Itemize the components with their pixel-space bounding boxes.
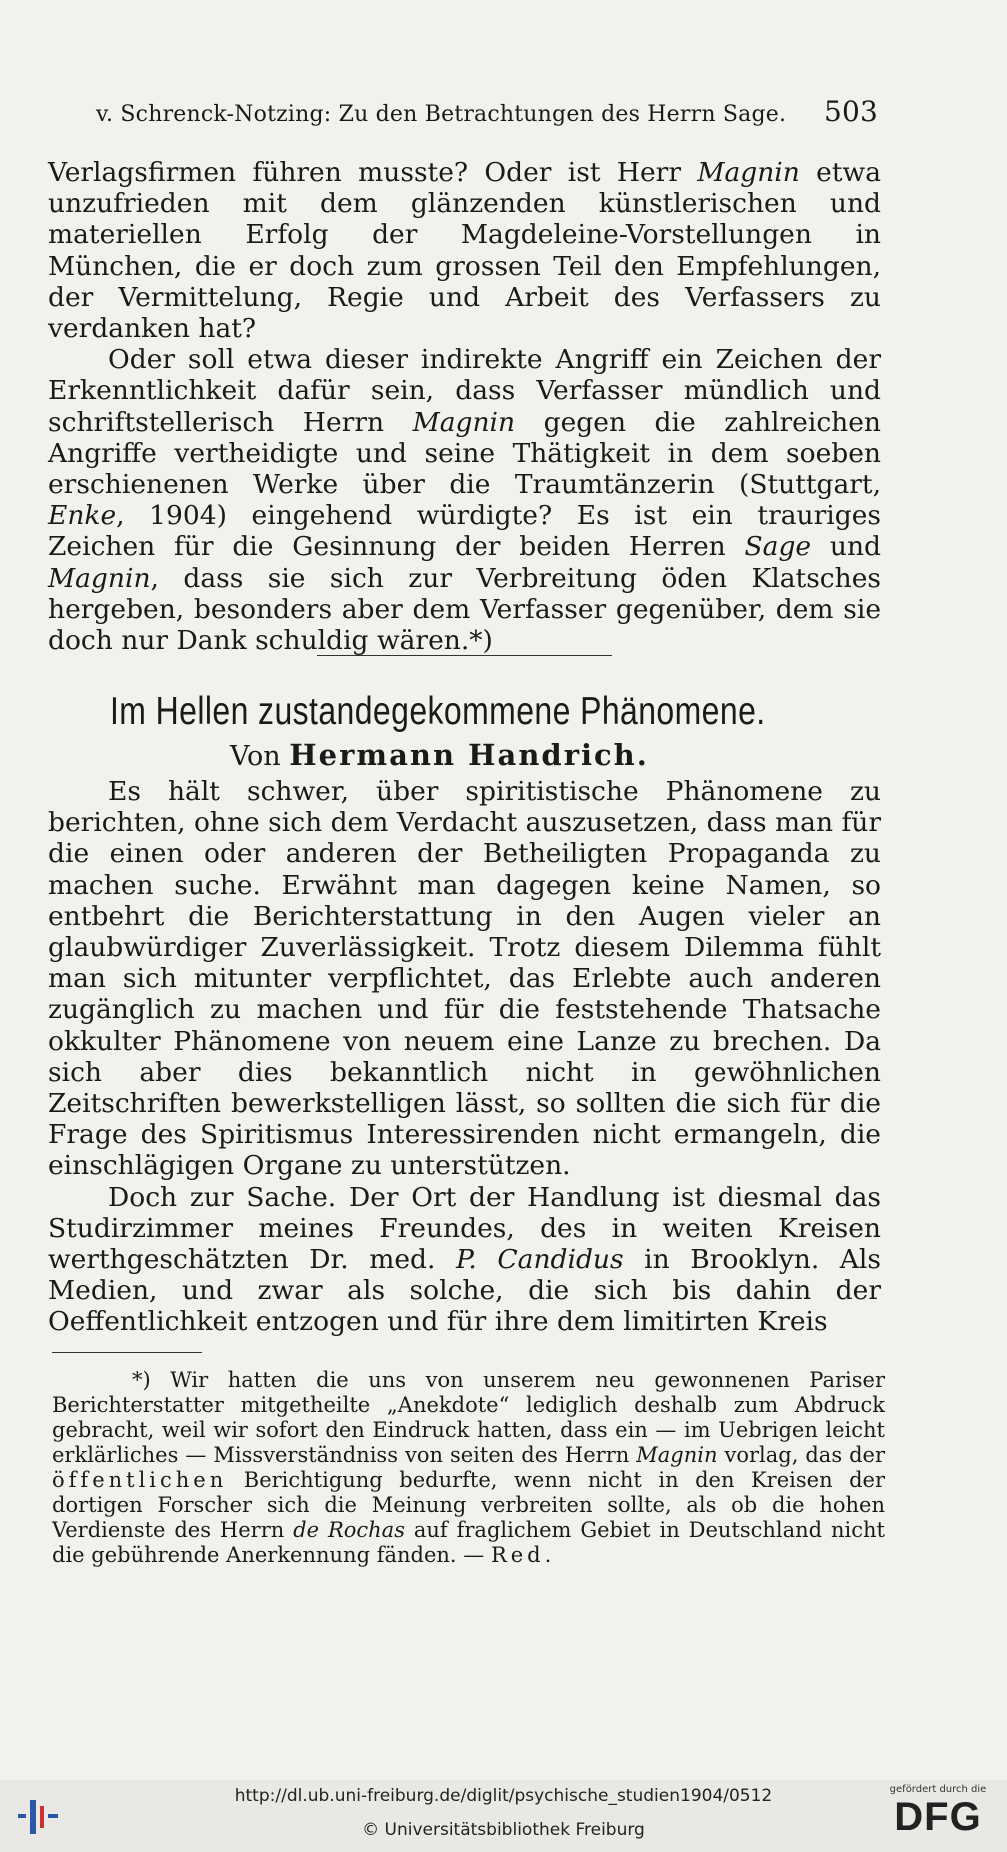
byline bbox=[230, 738, 649, 772]
section-divider bbox=[317, 655, 612, 656]
preceding-article-text bbox=[48, 157, 881, 656]
article-body bbox=[48, 776, 881, 1338]
paragraph: Verlagsfirmen führen musste? Oder ist Herr Magnin etwa unzufrieden mit dem glänzenden künstlerischen und materiellen Erfolg der Magdeleine-Vorstellungen in München, die er doch zum grossen Teil den Empfehlungen, der Vermittelung, Regie und Arbeit des Verfassers zu verdanken hat? bbox=[48, 157, 881, 345]
footer-url[interactable]: http://dl.ub.uni-freiburg.de/diglit/psychische_studien1904/0512 bbox=[234, 1786, 773, 1806]
dfg-caption: gefördert durch die bbox=[889, 1784, 987, 1795]
article-title: Im Hellen zustandegekommene Phänomene. bbox=[110, 690, 766, 733]
footer-copyright: © Universitätsbibliothek Freiburg bbox=[362, 1820, 645, 1840]
dfg-logo-text: DFG bbox=[894, 1795, 982, 1839]
footnote: *) Wir hatten die uns von unserem neu gewonnenen Pariser Berichterstatter mitgetheilte „Anekdote“ lediglich deshalb zum Abdruck gebracht, weil wir sofort den Eindruck hatten, dass ein — im Uebrigen leicht erklärliches — Missverständniss von seiten des Herrn Magnin vorlag, das der öffentlichen Berichtigung bedurfte, wenn nicht in den Kreisen der dortigen Forscher sich die Meinung verbreiten sollte, als ob die hohen Verdienste des Herrn de Rochas auf fraglichem Gebiet in Deutschland nicht die gebührende Anerkennung fänden. — Red. bbox=[52, 1368, 885, 1567]
running-header bbox=[96, 95, 878, 128]
page-number: 503 bbox=[823, 95, 878, 128]
byline-prefix: Von bbox=[230, 741, 281, 772]
paragraph: Oder soll etwa dieser indirekte Angriff ein Zeichen der Erkenntlichkeit dafür sein, dass Verfasser mündlich und schriftstellerisch Herrn Magnin gegen die zahlreichen Angriffe vertheidigte und seine Thätigkeit in dem soeben erschienenen Werke über die Traumtänzerin (Stuttgart, Enke, 1904) eingehend würdigte? Es ist ein trauriges Zeichen für die Gesinnung der beiden Herren Sage und Magnin, dass sie sich zur Verbreitung öden Klatsches hergeben, besonders aber dem Verfasser gegenüber, dem sie doch nur Dank schuldig wären.*) bbox=[48, 344, 881, 657]
viewer-footer bbox=[0, 1780, 1007, 1852]
footnote-rule bbox=[52, 1352, 202, 1353]
dfg-logo bbox=[883, 1780, 993, 1852]
author-name: Hermann Handrich. bbox=[289, 738, 649, 772]
paragraph: Es hält schwer, über spiritistische Phänomene zu berichten, ohne sich dem Verdacht auszusetzen, dass man für die einen oder anderen der Betheiligten Propaganda zu machen suche. Erwähnt man dagegen keine Namen, so entbehrt die Berichterstattung in den Augen vieler an glaubwürdiger Zuverlässigkeit. Trotz diesem Dilemma fühlt man sich mitunter verpflichtet, das Erlebte auch anderen zugänglich zu machen und für die feststehende Thatsache okkulter Phänomene von neuem eine Lanze zu brechen. Da sich aber dies bekanntlich nicht in gewöhnlichen Zeitschriften bewerkstelligen lässt, so sollten die sich für die Frage des Spiritismus Interessirenden nicht ermangeln, die einschlägigen Organe zu unterstützen. bbox=[48, 776, 881, 1182]
paragraph: Doch zur Sache. Der Ort der Handlung ist diesmal das Studirzimmer meines Freundes, des in weiten Kreisen werthgeschätzten Dr. med. P. Candidus in Brooklyn. Als Medien, und zwar als solche, die sich bis dahin der Oeffentlichkeit entzogen und für ihre dem limitirten Kreis bbox=[48, 1181, 881, 1338]
running-title: v. Schrenck-Notzing: Zu den Betrachtungen des Herrn Sage. bbox=[96, 102, 787, 127]
